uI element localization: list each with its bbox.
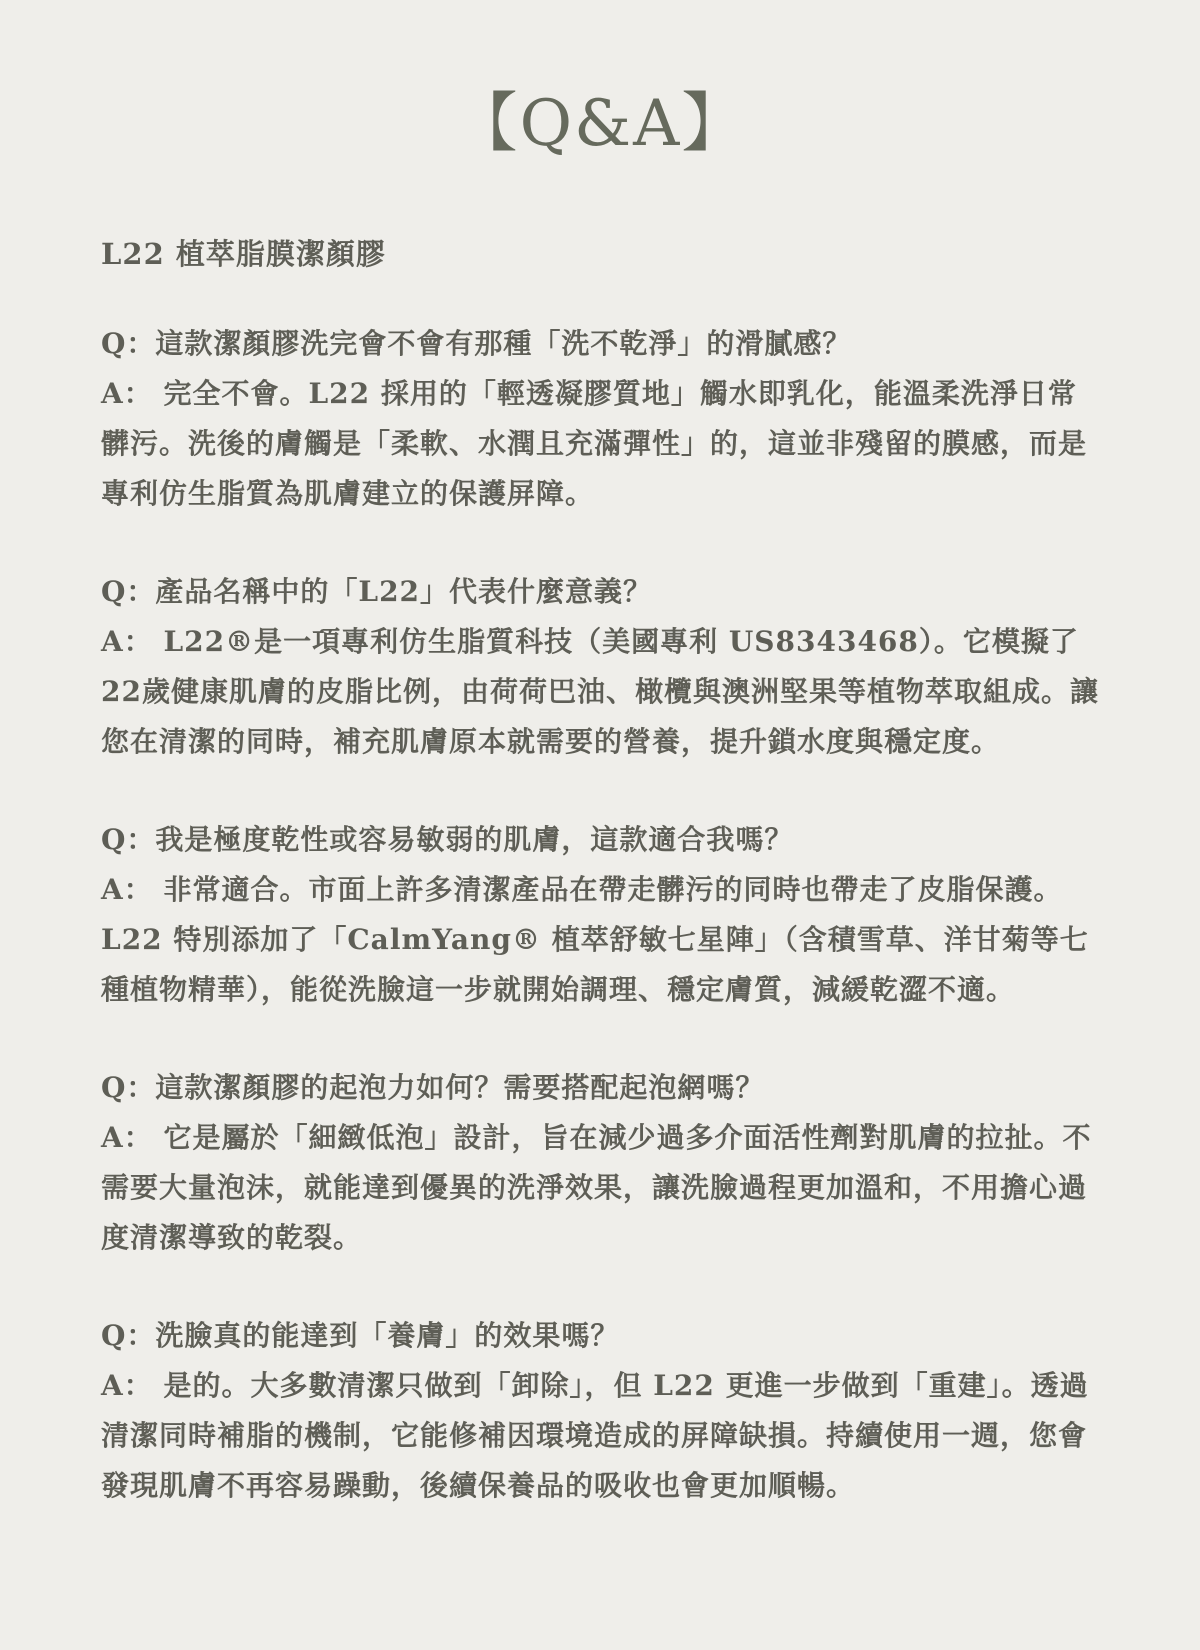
faq-question: Q：產品名稱中的「L22」代表什麼意義？ [101,575,653,608]
faq-answer: A： 它是屬於「細緻低泡」設計，旨在減少過多介面活性劑對肌膚的拉扯。不需要大量泡沫，就能達到優異的洗淨效果，讓洗臉過程更加溫和，不用擔心過度清潔導致的乾裂。 [101,1121,1092,1254]
faq-item [101,567,1100,767]
faq-answer: A： 是的。大多數清潔只做到「卸除」，但 L22 更進一步做到「重建」。透過清潔同時補脂的機制，它能修補因環境造成的屏障缺損。持續使用一週，您會發現肌膚不再容易躁動，後續保養品的吸收也會更加順暢。 [101,1369,1089,1502]
faq-question: Q：這款潔顏膠的起泡力如何？需要搭配起泡網嗎？ [101,1071,765,1104]
product-name: L22 植萃脂膜潔顏膠 [101,237,386,271]
faq-answer: A： 非常適合。市面上許多清潔產品在帶走髒污的同時也帶走了皮脂保護。L22 特別添加了「CalmYang® 植萃舒敏七星陣」（含積雪草、洋甘菊等七種植物精華），能從洗臉這一步就開始調理、穩定膚質，減緩乾澀不適。 [101,873,1089,1006]
faq-item [101,815,1100,1015]
faq-item [101,1311,1100,1511]
faq-answer: A： 完全不會。L22 採用的「輕透凝膠質地」觸水即乳化，能溫柔洗淨日常髒污。洗後的膚觸是「柔軟、水潤且充滿彈性」的，這並非殘留的膜感，而是專利仿生脂質為肌膚建立的保護屏障。 [101,377,1088,510]
faq-list [101,319,1100,1511]
faq-item [101,319,1100,519]
page-title: 【Q&A】 [453,87,748,161]
faq-answer: A： L22®是一項專利仿生脂質科技（美國專利 US8343468）。它模擬了22歲健康肌膚的皮脂比例，由荷荷巴油、橄欖與澳洲堅果等植物萃取組成。讓您在清潔的同時，補充肌膚原本就需要的營養，提升鎖水度與穩定度。 [101,625,1099,758]
faq-question: Q：洗臉真的能達到「養膚」的效果嗎？ [101,1319,620,1352]
faq-question: Q：我是極度乾性或容易敏弱的肌膚，這款適合我嗎？ [101,823,794,856]
faq-question: Q：這款潔顏膠洗完會不會有那種「洗不乾淨」的滑膩感？ [101,327,852,360]
faq-item [101,1063,1100,1263]
